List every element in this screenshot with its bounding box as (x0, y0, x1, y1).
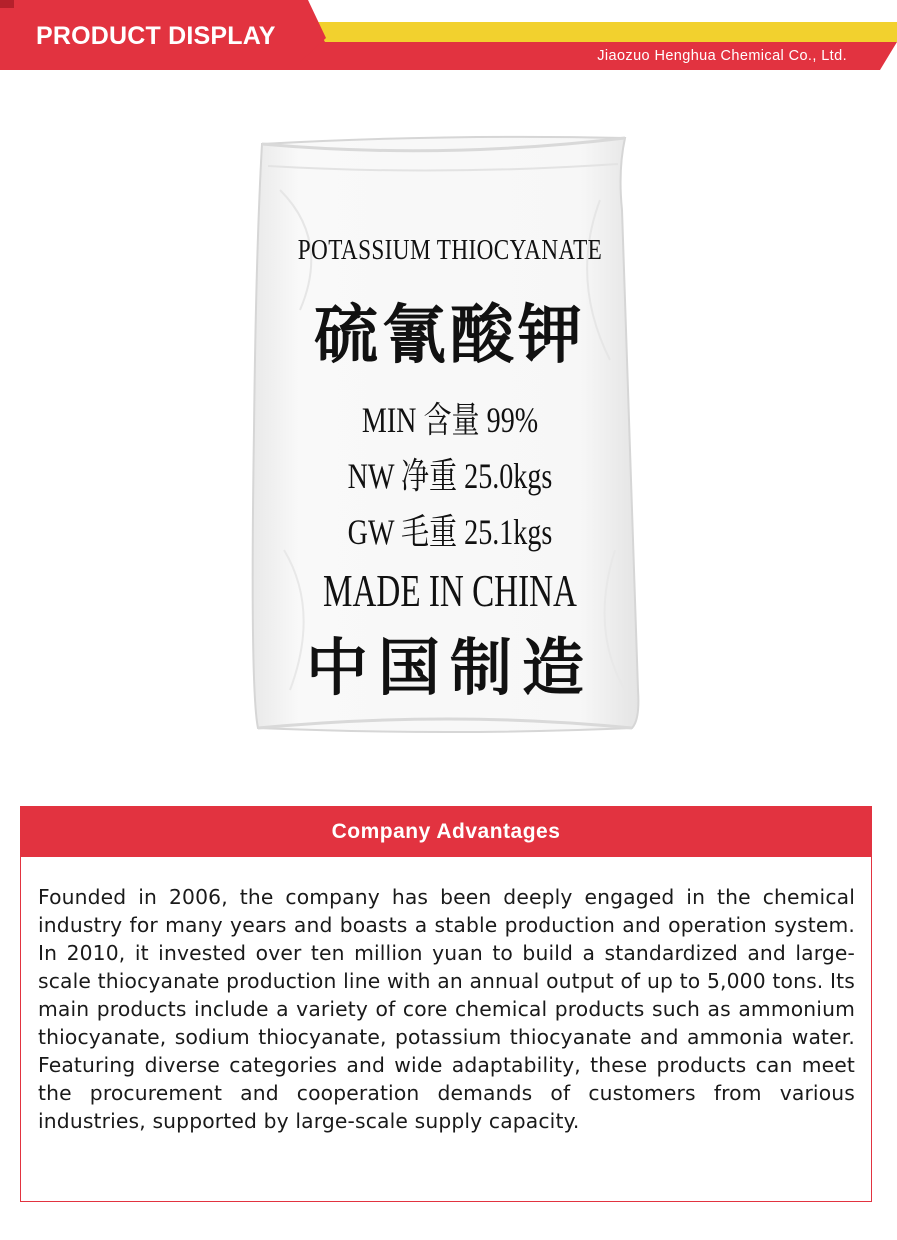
bag-spec-gross-weight: GW 毛重 25.1kgs (347, 512, 553, 552)
company-name: Jiaozuo Henghua Chemical Co., Ltd. (597, 48, 847, 64)
bag-spec-purity: MIN 含量 99% (361, 400, 539, 440)
bag-origin-cn: 中国制造 (305, 631, 594, 704)
company-advantages-panel (20, 806, 872, 1202)
advantages-title: Company Advantages (21, 807, 871, 857)
bag-product-name-cn: 硫氰酸钾 (314, 299, 586, 373)
header-banner (0, 0, 897, 80)
banner-yellow-stripe (300, 22, 897, 42)
banner-corner-tab (0, 0, 14, 8)
advantages-body: Founded in 2006, the company has been deeply engaged in the chemical industry for many years and boasts a stable production and operation system. In 2010, it invested over ten million yuan to build a standardized and large-scale thiocyanate production line with an annual output of up to 5,000 tons. Its main products include a variety of core chemical products such as ammonium thiocyanate, sodium thiocyanate, potassium thiocyanate and ammonia water. Featuring diverse categories and wide adaptability, these products can meet the procurement and cooperation demands of customers from various industries, supported by large-scale supply capacity. (38, 885, 855, 1133)
page-title: PRODUCT DISPLAY (36, 22, 276, 50)
bag-origin-en: MADE IN CHINA (323, 565, 577, 616)
product-image (240, 130, 660, 750)
bag-spec-net-weight: NW 净重 25.0kgs (347, 456, 553, 496)
bag-product-name-en: POTASSIUM THIOCYANATE (297, 234, 603, 266)
